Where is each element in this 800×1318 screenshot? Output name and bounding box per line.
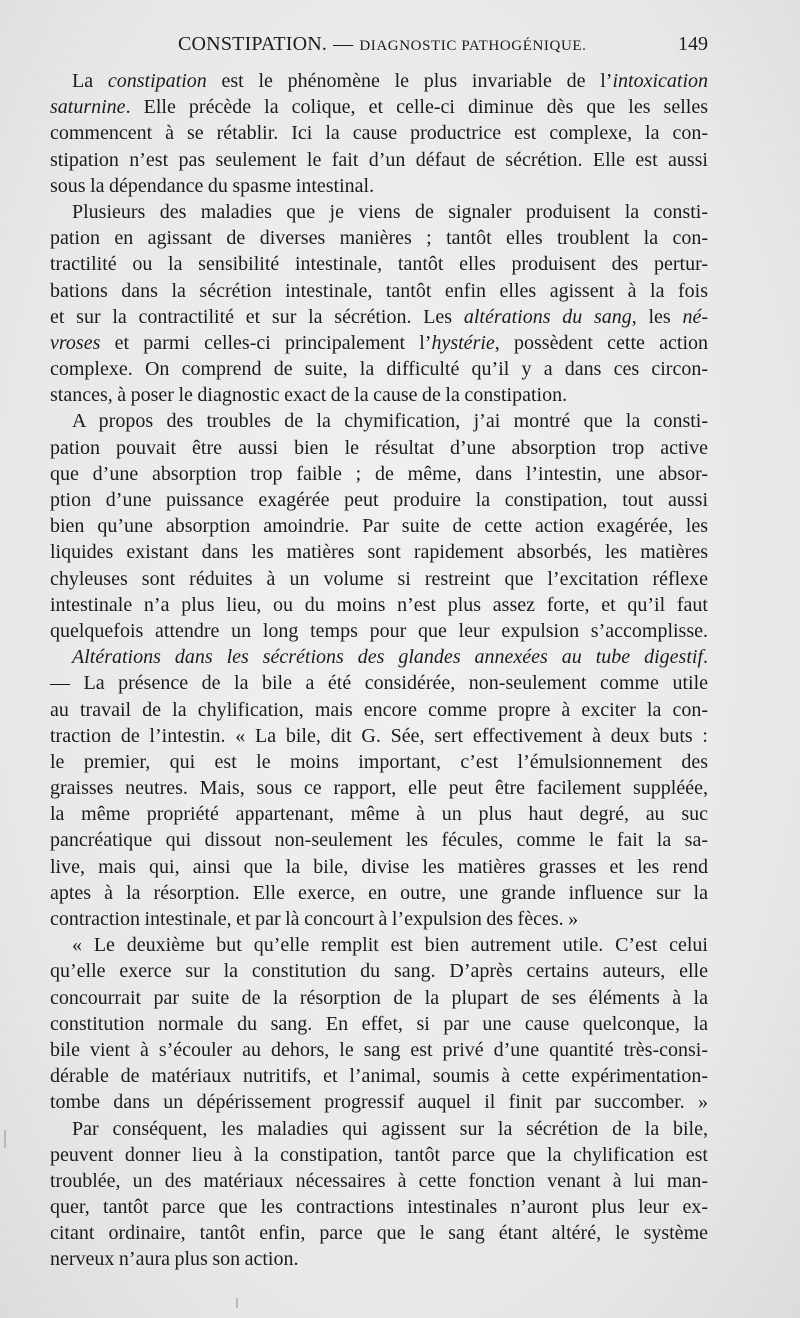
- text-line: [50, 1246, 708, 1272]
- text-line: [50, 487, 708, 513]
- text-line: [50, 251, 708, 277]
- text-segment: live, mais qui, ainsi que la bile, divise les matières grasses et les rend: [50, 855, 708, 878]
- text-segment: graisses neutres. Mais, sous ce rapport, elle peut être facilement suppléée,: [50, 777, 708, 800]
- text-line: [50, 513, 708, 539]
- text-line: [50, 880, 708, 906]
- text-segment: .: [703, 646, 708, 669]
- text-segment: quelquefois attendre un long temps pour que leur expulsion s’accomplisse.: [50, 619, 708, 642]
- text-segment: le premier, qui est le moins important, c’est l’émulsionnement des: [50, 750, 708, 773]
- text-line: [50, 775, 708, 801]
- text-line: [50, 1220, 708, 1246]
- text-line: [50, 1089, 708, 1115]
- italic-text: altérations du sang: [463, 305, 632, 328]
- text-segment: nerveux n’aura plus son action.: [50, 1248, 299, 1271]
- italic-text: intoxication: [612, 70, 709, 92]
- text-segment: commencent à se rétablir. Ici la cause productrice est complexe, la con-: [50, 122, 708, 145]
- text-line: [50, 330, 708, 356]
- text-line: [50, 906, 708, 932]
- text-line: [50, 1037, 708, 1063]
- text-segment: — La présence de la bile a été considérée, non-seulement comme utile: [50, 672, 708, 695]
- text-line: [50, 749, 708, 775]
- text-line: [50, 670, 708, 696]
- text-line: [50, 461, 708, 487]
- italic-text: né-: [682, 305, 709, 328]
- text-segment: traction de l’intestin. « La bile, dit G. Sée, sert effectivement à deux buts :: [50, 724, 708, 747]
- text-segment: quer, tantôt parce que les contractions intestinales n’auront plus leur ex-: [50, 1196, 708, 1219]
- text-line: [50, 1194, 708, 1220]
- text-line: [50, 618, 708, 644]
- text-line: [50, 644, 708, 670]
- text-segment: constitution normale du sang. En effet, si par une cause quelconque, la: [50, 1012, 708, 1035]
- text-segment: A propos des troubles de la chymification, j’ai montré que la consti-: [72, 410, 708, 433]
- margin-mark: [4, 1130, 6, 1148]
- body-text: [50, 68, 708, 1273]
- text-segment: citant ordinaire, tantôt enfin, parce que le sang étant altéré, le système: [50, 1222, 708, 1245]
- text-segment: que d’une absorption trop faible ; de même, dans l’intestin, une absor-: [50, 462, 708, 485]
- text-segment: intestinale n’a plus lieu, ou du moins n’est plus assez forte, et qu’il faut: [50, 593, 708, 616]
- text-line: [50, 435, 708, 461]
- text-segment: bien qu’une absorption amoindrie. Par suite de cette action exagérée, les: [50, 515, 708, 538]
- text-line: [50, 697, 708, 723]
- italic-text: saturnine: [50, 96, 126, 119]
- text-segment: « Le deuxième but qu’elle remplit est bien autrement utile. C’est celui: [72, 934, 708, 957]
- text-line: [50, 539, 708, 565]
- text-line: [50, 801, 708, 827]
- text-line: [50, 382, 708, 408]
- text-line: [50, 723, 708, 749]
- text-segment: ption d’une puissance exagérée peut produire la constipation, tout aussi: [50, 489, 708, 511]
- text-line: [50, 1168, 708, 1194]
- text-segment: , les: [631, 305, 683, 328]
- running-title-main: CONSTIPATION.: [178, 33, 328, 55]
- text-line: [50, 408, 708, 434]
- text-line: [50, 225, 708, 251]
- text-segment: pation pouvait être aussi bien le résultat d’une absorption trop active: [50, 436, 708, 459]
- text-line: [50, 592, 708, 618]
- text-segment: complexe. On comprend de suite, la difficulté qu’il y a dans ces circon-: [50, 358, 708, 381]
- text-segment: dérable de matériaux nutritifs, et l’animal, soumis à cette expérimentation-: [50, 1065, 708, 1088]
- text-line: [50, 854, 708, 880]
- text-line: [50, 1116, 708, 1142]
- page-header: [48, 33, 708, 63]
- text-segment: pancréatique qui dissout non-seulement les fécules, comme le fait la sa-: [50, 829, 708, 852]
- text-segment: bile vient à s’écouler au dehors, le sang est privé d’une quantité très-consi-: [50, 1038, 708, 1061]
- running-title-subtitle: DIAGNOSTIC PATHOGÉNIQUE.: [359, 38, 587, 54]
- text-segment: peuvent donner lieu à la constipation, tantôt parce que la chylification est: [50, 1143, 708, 1166]
- text-segment: . Elle précède la colique, et celle-ci diminue dès que les selles: [125, 96, 708, 119]
- text-line: [50, 958, 708, 984]
- text-line: [50, 985, 708, 1011]
- text-line: [50, 304, 708, 330]
- text-segment: tombe dans un dépérissement progressif auquel il finit par succomber. »: [50, 1091, 708, 1114]
- text-line: [50, 120, 708, 146]
- italic-text: vroses: [50, 331, 101, 354]
- page-number: 149: [678, 33, 708, 55]
- text-segment: tractilité ou la sensibilité intestinale, tantôt elles produisent des pertur-: [50, 253, 708, 276]
- text-line: [50, 199, 708, 225]
- text-segment: chyleuses sont réduites à un volume si restreint que l’excitation réflexe: [50, 567, 708, 590]
- text-segment: qu’elle exerce sur la constitution du sang. D’après certains auteurs, elle: [50, 960, 708, 983]
- text-segment: la même propriété appartenant, même à un plus haut degré, au suc: [50, 803, 708, 826]
- text-line: [50, 827, 708, 853]
- text-segment: est le phénomène le plus invariable de l’: [206, 70, 613, 92]
- text-line: [50, 94, 708, 120]
- text-segment: et parmi celles-ci principalement l’: [100, 331, 432, 354]
- text-segment: stipation n’est pas seulement le fait d’un défaut de sécrétion. Elle est aussi: [50, 148, 708, 171]
- running-title: [178, 33, 587, 56]
- text-line: [50, 1011, 708, 1037]
- italic-text: hystérie: [431, 331, 495, 354]
- text-line: [50, 932, 708, 958]
- text-segment: Par conséquent, les maladies qui agissent sur la sécrétion de la bile,: [72, 1117, 708, 1140]
- text-segment: et sur la contractilité et sur la sécrétion. Les: [50, 305, 464, 328]
- text-segment: Plusieurs des maladies que je viens de signaler produisent la consti-: [72, 200, 708, 223]
- text-segment: concourrait par suite de la résorption de la plupart de ses éléments à la: [50, 986, 708, 1009]
- text-line: [50, 278, 708, 304]
- text-segment: bations dans la sécrétion intestinale, tantôt enfin elles agissent à la fois: [50, 279, 708, 302]
- text-segment: troublée, un des matériaux nécessaires à cette fonction venant à lui man-: [50, 1169, 708, 1192]
- text-segment: au travail de la chylification, mais encore comme propre à exciter la con-: [50, 698, 708, 721]
- text-line: [50, 173, 708, 199]
- text-segment: stances, à poser le diagnostic exact de la cause de la constipation.: [50, 384, 568, 407]
- italic-text: constipation: [107, 70, 207, 92]
- text-segment: , possèdent cette action: [494, 331, 708, 354]
- text-segment: liquides existant dans les matières sont rapidement absorbés, les matières: [50, 541, 708, 564]
- text-segment: La: [72, 70, 108, 92]
- italic-text: Altérations dans les sécrétions des glandes annexées au tube digestif: [72, 646, 703, 669]
- text-line: [50, 147, 708, 173]
- text-segment: contraction intestinale, et par là concourt à l’expulsion des fèces. »: [50, 908, 579, 930]
- text-line: [50, 1063, 708, 1089]
- margin-mark: [236, 1298, 238, 1308]
- running-title-separator: —: [333, 33, 354, 55]
- text-line: [50, 356, 708, 382]
- text-line: [50, 68, 708, 94]
- text-segment: sous la dépendance du spasme intestinal.: [50, 174, 375, 197]
- text-segment: aptes à la résorption. Elle exerce, en outre, une grande influence sur la: [50, 881, 708, 904]
- text-line: [50, 566, 708, 592]
- text-segment: pation en agissant de diverses manières ; tantôt elles troublent la con-: [50, 227, 708, 250]
- text-line: [50, 1142, 708, 1168]
